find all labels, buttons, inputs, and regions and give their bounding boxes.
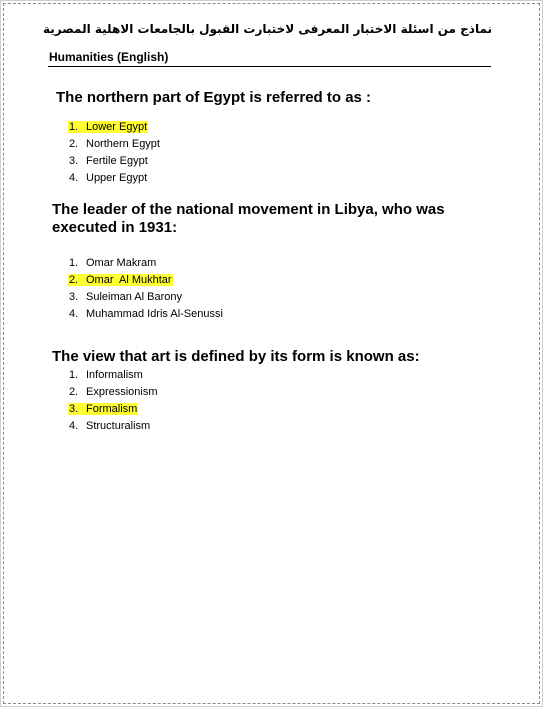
question-1-text: The northern part of Egypt is referred to as : — [56, 89, 372, 106]
question-1-option-1 — [68, 118, 161, 135]
question-3-option-2: 2. Expressionism — [69, 385, 158, 398]
question-2-option-2 — [68, 271, 224, 288]
question-3-options — [68, 366, 159, 434]
question-3-option-1: 1. Informalism — [69, 368, 143, 381]
header-divider — [48, 66, 491, 67]
question-1-option-4: 4. Upper Egypt — [69, 171, 148, 184]
question-2-option-3: 3. Suleiman Al Barony — [69, 290, 182, 303]
highlighted-answer: 3. Formalism — [69, 402, 138, 415]
question-2-option-4: 4. Muhammad Idris Al-Senussi — [69, 307, 223, 320]
highlighted-answer: 2. Omar Al Mukhtar — [69, 273, 172, 286]
question-2-options — [68, 254, 224, 322]
section-label: Humanities (English) — [49, 50, 169, 64]
question-1-options — [68, 118, 161, 186]
question-1-option-3: 3. Fertile Egypt — [69, 154, 148, 167]
question-3-option-3 — [68, 400, 159, 417]
question-3-option-4: 4. Structuralism — [69, 419, 151, 432]
question-1-option-2: 2. Northern Egypt — [69, 137, 160, 150]
question-3-text: The view that art is defined by its form is known as: — [52, 348, 420, 365]
highlighted-answer: 1. Lower Egypt — [69, 120, 148, 133]
question-2-text: The leader of the national movement in Libya, who was executed in 1931: — [52, 201, 445, 236]
question-2-option-1: 1. Omar Makram — [69, 256, 157, 269]
arabic-page-title: نماذج من اسئلة الاختبار المعرفى لاختبارت القبول بالجامعات الاهلية المصرية — [42, 22, 493, 36]
